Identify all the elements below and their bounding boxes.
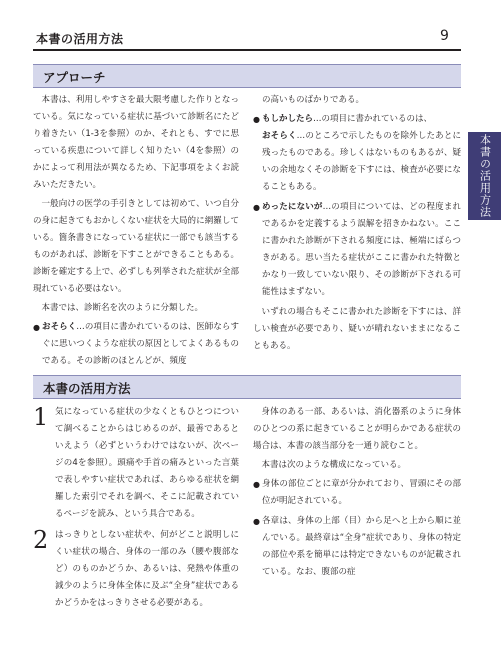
paragraph: 本書は次のような構成になっている。 [261,460,407,470]
paragraph: いずれの場合もそこに書かれた診断を下すには、詳しい検査が必要であり、疑いが晴れないままになることもある。 [253,307,461,351]
section-heading-text: アプローチ [43,70,106,85]
page-number: 9 [440,28,449,44]
bullet-label: もしかしたら [262,114,314,124]
bullet-item [253,476,461,510]
bullet-text: 各章は、身体の上部（目）から足へと上から順に並んでいる。最終章は“全身”症状であり、身体の特定の部位や系を簡単には特定できないものが記載されている。なお、腹部の症 [262,516,461,577]
approach-left-column [33,92,239,373]
item-number: 1 [33,403,49,431]
approach-right-column [253,92,461,357]
usage-left-column [33,404,239,616]
running-header-title: 本書の活用方法 [36,32,124,46]
item-text: 気になっている症状の少なくともひとつについて調べることからはじめるのが、最善であるといえよう（必ずというわけではないが、次ページの4を参照）。頭痛や手首の痛みといった言葉で表しやすい症状であれば、あらゆる症状を網羅した索引でそれを調べ、そこに記載されているページを読み、という具合である。 [55,407,239,519]
bullet-label: おそらく [262,131,297,141]
bullet-icon: ● [253,517,260,526]
bullet-text: 身体の部位ごとに章が分かれており、冒頭にその部位が明記されている。 [262,479,461,506]
bullet-item [253,513,461,581]
bullet-icon: ● [33,323,40,332]
bullet-icon: ● [253,480,260,489]
bullet-text: …の項目については、どの程度まれであるかを定義するよう誤解を招きかねない。ここに書かれた診断が下される頻度には、極端にばらつきがある。思い当たる症状がここに書かれた特徴とかなり一致していない限り、その診断が下される可能性はまずない。 [262,202,461,297]
bullet-item [253,111,461,196]
paragraph: 一般向けの医学の手引きとしては初めて、いつ自分の身に起きてもおかしくない症状を大局的に網羅している。箇条書きになっている症状に一部でも該当するものがあれば、診断を下すことができることもある。診断を確定する上で、必ずしも列挙された症状が全部現れている必要はない。 [33,199,239,294]
header-rule [33,49,461,51]
item-text: はっきりとしない症状や、何がどこと説明しにくい症状の場合、身体の一部のみ（腰や腹部など）のものかどうか、あるいは、発熱や体重の減少のように身体全体に及ぶ“全身”症状であるかどうかをはっきりさせる必要がある。 [55,530,239,608]
paragraph: 本書では、診断名を次のように分類した。 [41,303,204,313]
bullet-label: おそらく [42,322,77,332]
paragraph: の高いものばかりである。 [262,95,365,105]
section-heading-approach [33,64,461,88]
usage-right-column [253,404,461,584]
bullet-item [253,199,461,301]
bullet-text: …のところで示したものを除外したあとに残ったものである。珍しくはないものもあるが、疑いの余地なくその診断を下すには、検査が必要になることもある。 [262,131,461,192]
paragraph: 本書は、利用しやすさを最大限考慮した作りとなっている。気になっている症状に基づいて診断名にたどり着きたい（1-3を参照）のか、それとも、すでに思っている疾患について詳しく知りたい（4を参照）のかによって利用法が異なるため、下記事項をよくお読みいただきたい。 [33,95,239,190]
side-tab-label: 本書の活用方法 [478,134,492,218]
bullet-label: めったにないが [262,202,323,212]
bullet-text: …の項目に書かれているのは、医師ならすぐに思いつくような症状の原因としてよくあるものである。その診断のほとんどが、頻度 [42,322,239,366]
paragraph: 身体のある一部、あるいは、消化器系のように身体のひとつの系に起きていることが明らかである症状の場合は、本書の該当部分を一通り読むこと。 [253,407,461,451]
bullet-item [33,319,239,370]
bullet-icon: ● [253,203,260,212]
section-heading-usage [33,375,461,399]
bullet-icon: ● [253,115,260,124]
item-number: 2 [33,526,49,554]
numbered-item [33,404,239,523]
numbered-item [33,527,239,612]
side-section-tab[interactable] [468,132,501,220]
section-heading-text: 本書の活用方法 [43,381,131,396]
bullet-text: …の項目に書かれているのは、 [313,114,433,124]
